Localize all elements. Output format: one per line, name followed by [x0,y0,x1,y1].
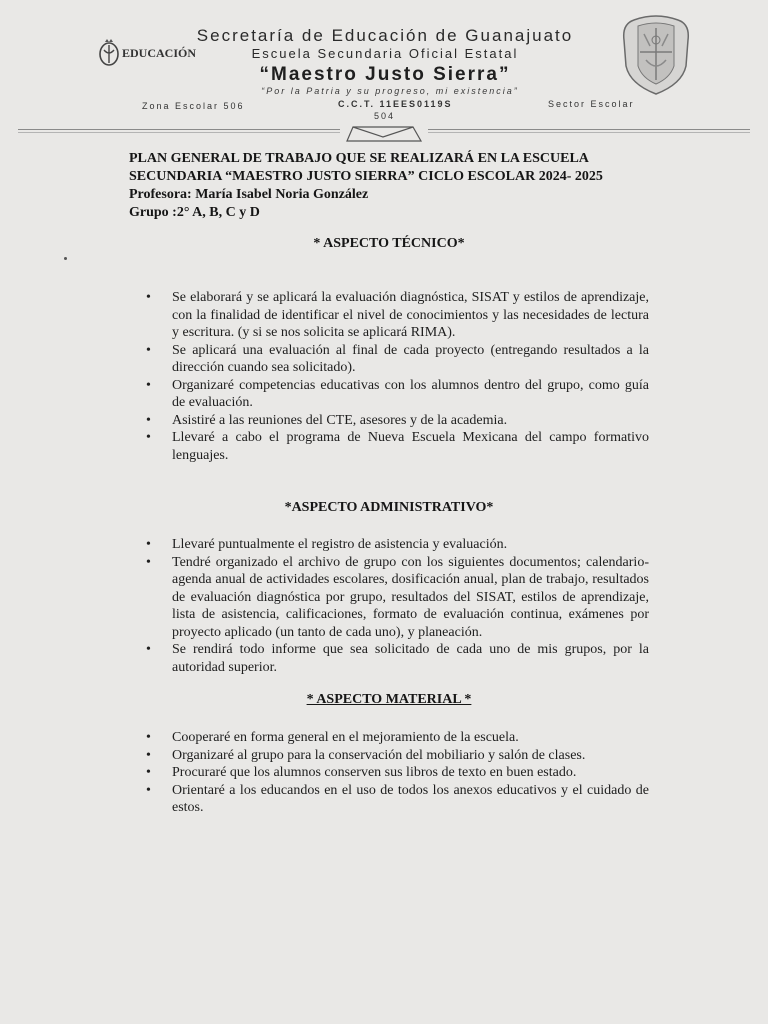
school-crest-icon [620,14,692,96]
header-cct: C.C.T. 11EES0119S [338,99,453,109]
header-zona: Zona Escolar 506 [142,101,245,111]
grupo-line: Grupo :2° A, B, C y D [129,205,260,220]
header-escuela-tipo: Escuela Secundaria Oficial Estatal [251,46,519,61]
list-material [129,729,649,817]
header-divider-left-thin [18,132,340,133]
list-item: • Se rendirá todo informe que sea solicitado de cada uno de mis grupos, por la autoridad superior. [129,641,649,676]
scan-speck [64,257,67,260]
section-heading-material [129,692,649,708]
section-heading-administrativo: *ASPECTO ADMINISTRATIVO* [284,500,494,515]
list-item: • Llevaré puntualmente el registro de asistencia y evaluación. [129,536,649,554]
header-divider-left [18,129,340,130]
educacion-emblem-icon [98,38,120,68]
header-divider-right-thin [428,132,750,133]
list-item: • Se elaborará y se aplicará la evaluación diagnóstica, SISAT y estilos de aprendizaje, con la finalidad de identificar el nivel de conocimientos y las necesidades de lectura y escritura. (y si se nos solicita se aplicará RIMA). [129,289,649,342]
plan-title-block [129,150,649,222]
educacion-logo-text: EDUCACIÓN [122,45,197,60]
plan-title-line1: PLAN GENERAL DE TRABAJO QUE SE REALIZARÁ EN LA ESCUELA [129,151,589,166]
list-item: • Organizaré al grupo para la conservación del mobiliario y salón de clases. [129,747,649,765]
plan-title-line2: SECUNDARIA “MAESTRO JUSTO SIERRA” CICLO ESCOLAR 2024- 2025 [129,169,603,184]
header-secretaria: Secretaría de Educación de Guanajuato [196,26,574,45]
list-item: • Procuraré que los alumnos conserven sus libros de texto en buen estado. [129,764,649,782]
list-item: • Orientaré a los educandos en el uso de todos los anexos educativos y el cuidado de estos. [129,782,649,817]
envelope-icon [343,124,425,149]
header-escuela-nombre: “Maestro Justo Sierra” [259,64,511,85]
list-item: • Organizaré competencias educativas con los alumnos dentro del grupo, como guía de evaluación. [129,377,649,412]
section-heading-tecnico: * ASPECTO TÉCNICO* [313,236,465,251]
header-sector: Sector Escolar [548,99,635,109]
list-item: • Asistiré a las reuniones del CTE, asesores y de la academia. [129,412,649,430]
header-sector-number: 504 [374,111,396,121]
list-item: • Llevaré a cabo el programa de Nueva Escuela Mexicana del campo formativo lenguajes. [129,429,649,464]
school-crest [620,14,692,101]
header-lema: “Por la Patria y su progreso, mi existencia” [261,86,519,96]
profesora-line: Profesora: María Isabel Noria González [129,187,369,202]
list-tecnico [129,289,649,464]
list-item: • Tendré organizado el archivo de grupo con los siguientes documentos; calendario- agenda anual de actividades escolares, dosificación anual, plan de trabajo, resultados de evaluación diagnóstica por grupo, resultados del SISAT, estilos de aprendizaje, lista de asistencia, calificaciones, formato de evaluación continua, exámenes por proyecto aplicado (un tanto de cada uno), y planeación. [129,554,649,642]
section-heading-material-text: * ASPECTO MATERIAL * [306,692,472,707]
list-item: • Se aplicará una evaluación al final de cada proyecto (entregando resultados a la dirección cuando sea solicitado). [129,342,649,377]
list-administrativo [129,536,649,676]
list-item: • Cooperaré en forma general en el mejoramiento de la escuela. [129,729,649,747]
header-divider-right [428,129,750,130]
